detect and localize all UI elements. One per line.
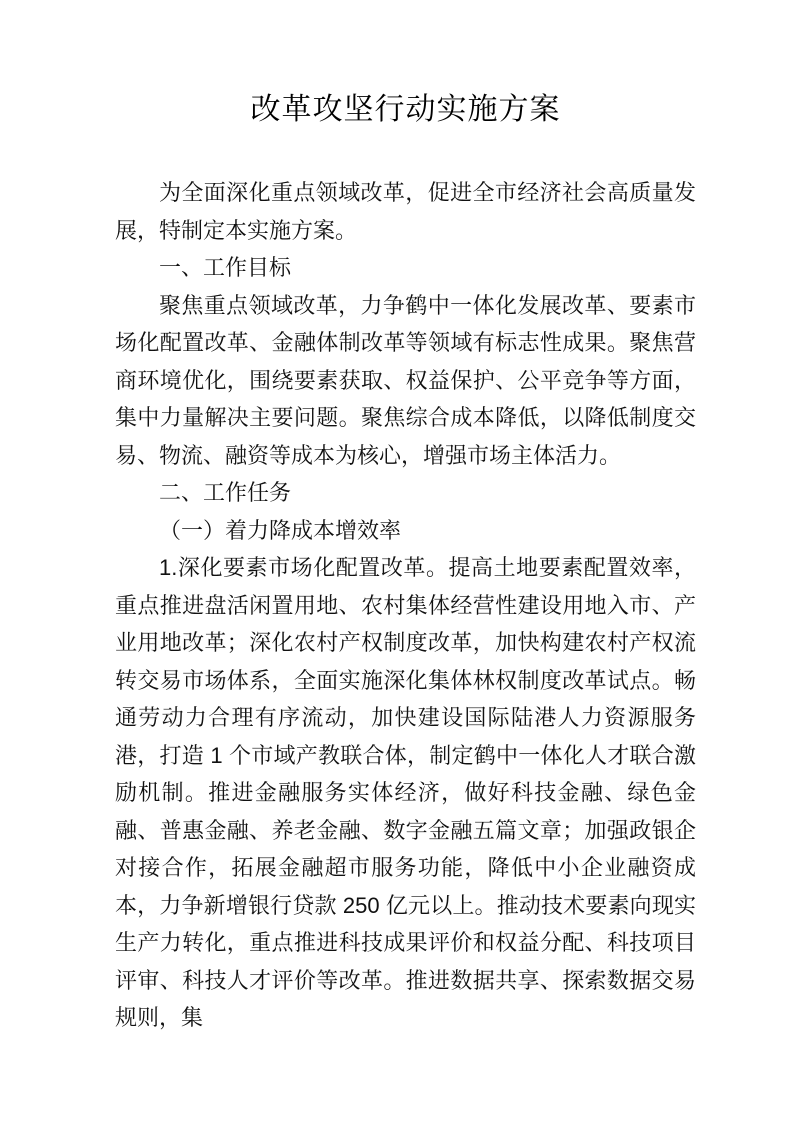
page-title: 改革攻坚行动实施方案 <box>250 93 561 126</box>
section-heading-2: 二、工作任务 <box>159 480 292 505</box>
intro-paragraph: 为全面深化重点领域改革，促进全市经济社会高质量发展，特制定本实施方案。 <box>115 180 696 243</box>
subsection-heading-1: （一）着力降成本增效率 <box>159 517 402 543</box>
section-1-body-paragraph: 聚焦重点领域改革，力争鹤中一体化发展改革、要素市场化配置改革、金融体制改革等领域有标志性成果。聚焦营商环境优化，围绕要素获取、权益保护、公平竞争等方面，集中力量解决主要问题。聚焦综合成本降低，以降低制度交易、物流、融资等成本为核心，增强市场主体活力。 <box>115 292 696 468</box>
section-heading-1: 一、工作目标 <box>159 255 292 280</box>
task-1-paragraph: 1.深化要素市场化配置改革。提高土地要素配置效率，重点推进盘活闲置用地、农村集体经营性建设用地入市、产业用地改革；深化农村产权制度改革，加快构建农村产权流转交易市场体系，全面实施深化集体林权制度改革试点。畅通劳动力合理有序流动，加快建设国际陆港人力资源服务港，打造 1 个市域产教联合体，制定鹤中一体化人才联合激励机制。推进金融服务实体经济，做好科技金融、绿色金融、普惠金融、养老金融、数字金融五篇文章；加强政银企对接合作，拓展金融超市服务功能，降低中小企业融资成本，力争新增银行贷款 250 亿元以上。推动技术要素向现实生产力转化，重点推进科技成果评价和权益分配、科技项目评审、科技人才评价等改革。推进数据共享、探索数据交易规则，集 <box>115 555 696 1030</box>
